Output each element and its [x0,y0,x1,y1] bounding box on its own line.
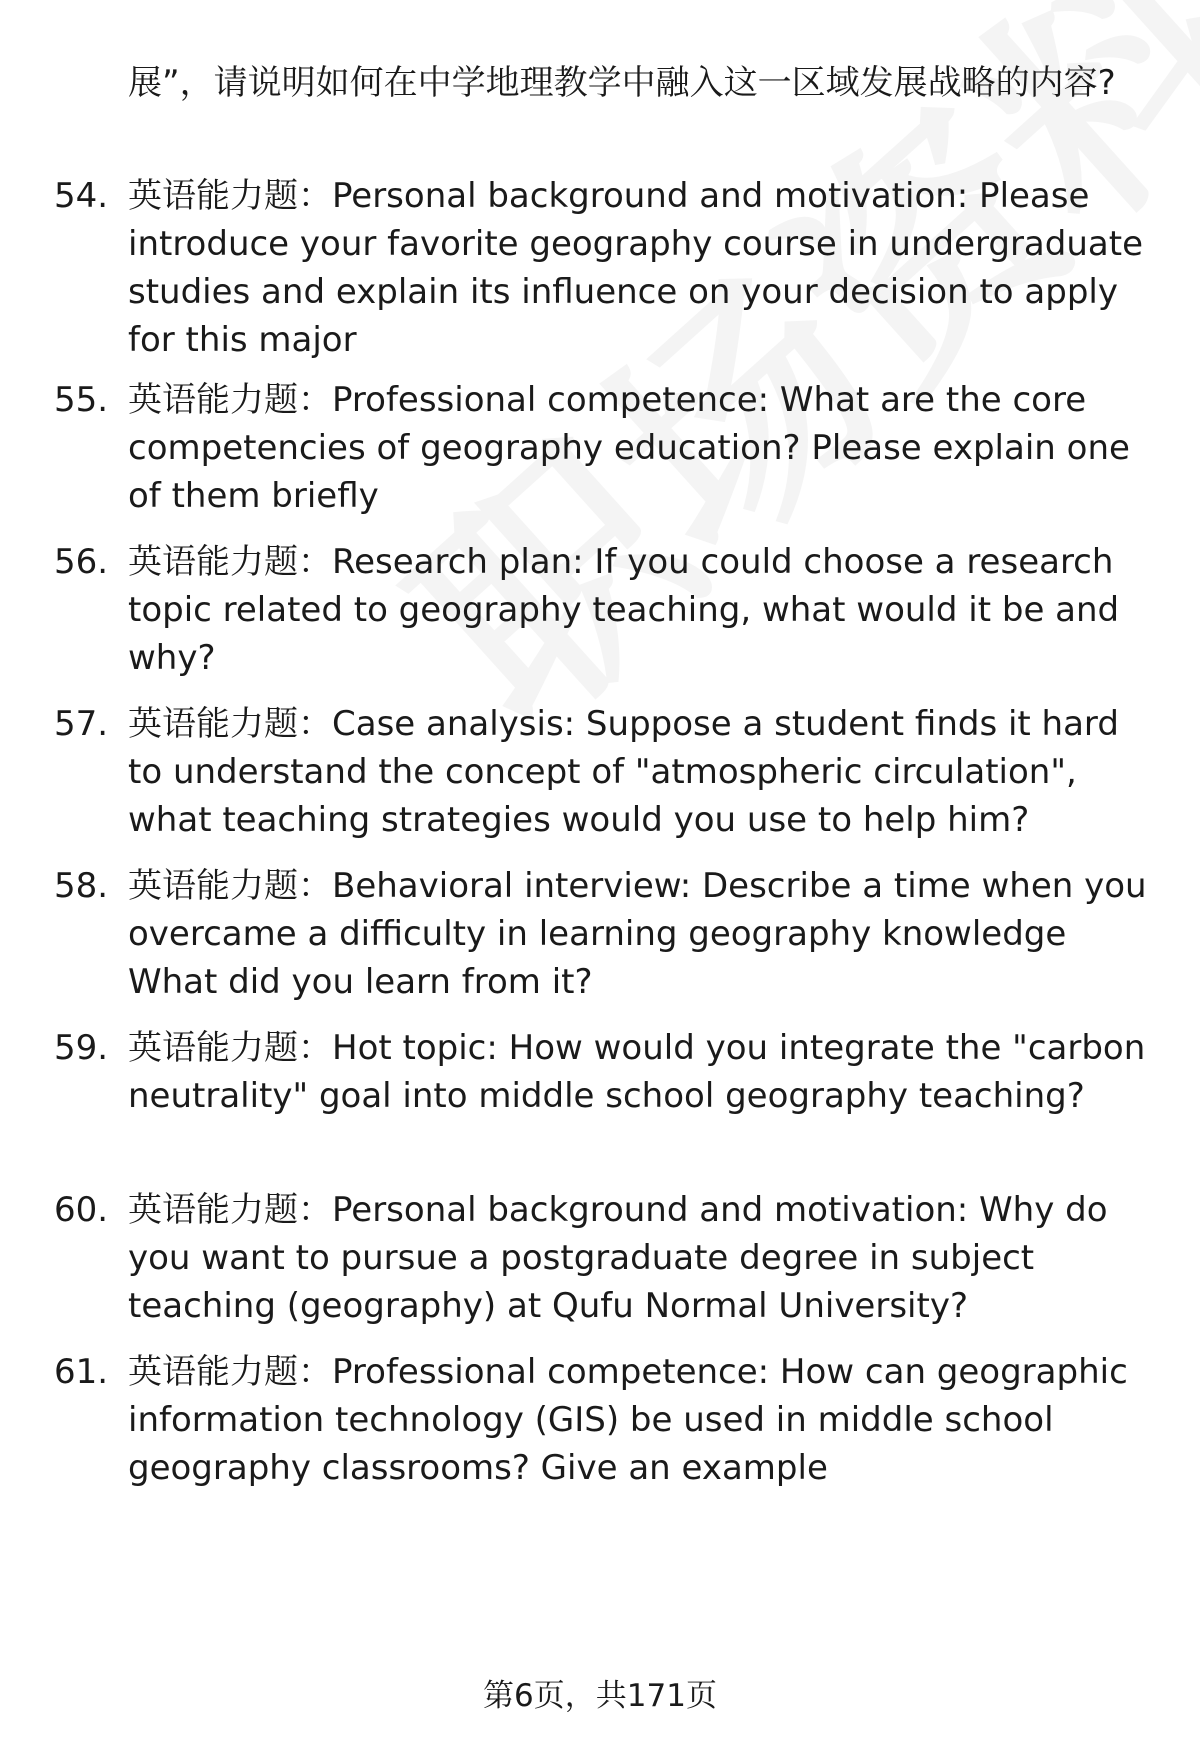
question-number: 59. [54,1028,109,1068]
question-text: 英语能力题：Behavioral interview: Describe a time when you overcame a difficulty in learning geography knowledge What did you learn from it? [128,866,1147,1002]
question-text: 英语能力题：Hot topic: How would you integrate the "carbon neutrality" goal into middle school geography teaching? [128,1028,1146,1116]
question-number: 54. [54,176,109,216]
question-number: 57. [54,704,109,744]
question-number: 58. [54,866,109,906]
question-number: 56. [54,542,109,582]
page-footer [0,1676,1200,1716]
question-text: 英语能力题：Research plan: If you could choose a research topic related to geography teaching, what would it be and why? [128,542,1120,678]
question-number: 60. [54,1190,109,1230]
question-text: 英语能力题：Case analysis: Suppose a student finds it hard to understand the concept of "atmospheric circulation", what teaching strategies would you use to help him? [128,704,1119,840]
question-number: 61. [54,1352,109,1392]
question-number: 55. [54,380,109,420]
question-text: 英语能力题：Professional competence: How can geographic information technology (GIS) be used in middle school geography classrooms? Give an example [128,1352,1128,1488]
question-text: 英语能力题：Personal background and motivation: Please introduce your favorite geography course in undergraduate studies and explain its influence on your decision to apply for this major [128,176,1143,360]
page-number-label: 第6页，共171页 [483,1678,717,1714]
question-text: 英语能力题：Professional competence: What are the core competencies of geography education? Please explain one of them briefly [128,380,1130,516]
continued-question-text: 展”，请说明如何在中学地理教学中融入这一区域发展战略的内容? [128,63,1116,103]
question-text: 英语能力题：Personal background and motivation: Why do you want to pursue a postgraduate degree in subject teaching (geography) at Qufu Normal University? [128,1190,1108,1326]
